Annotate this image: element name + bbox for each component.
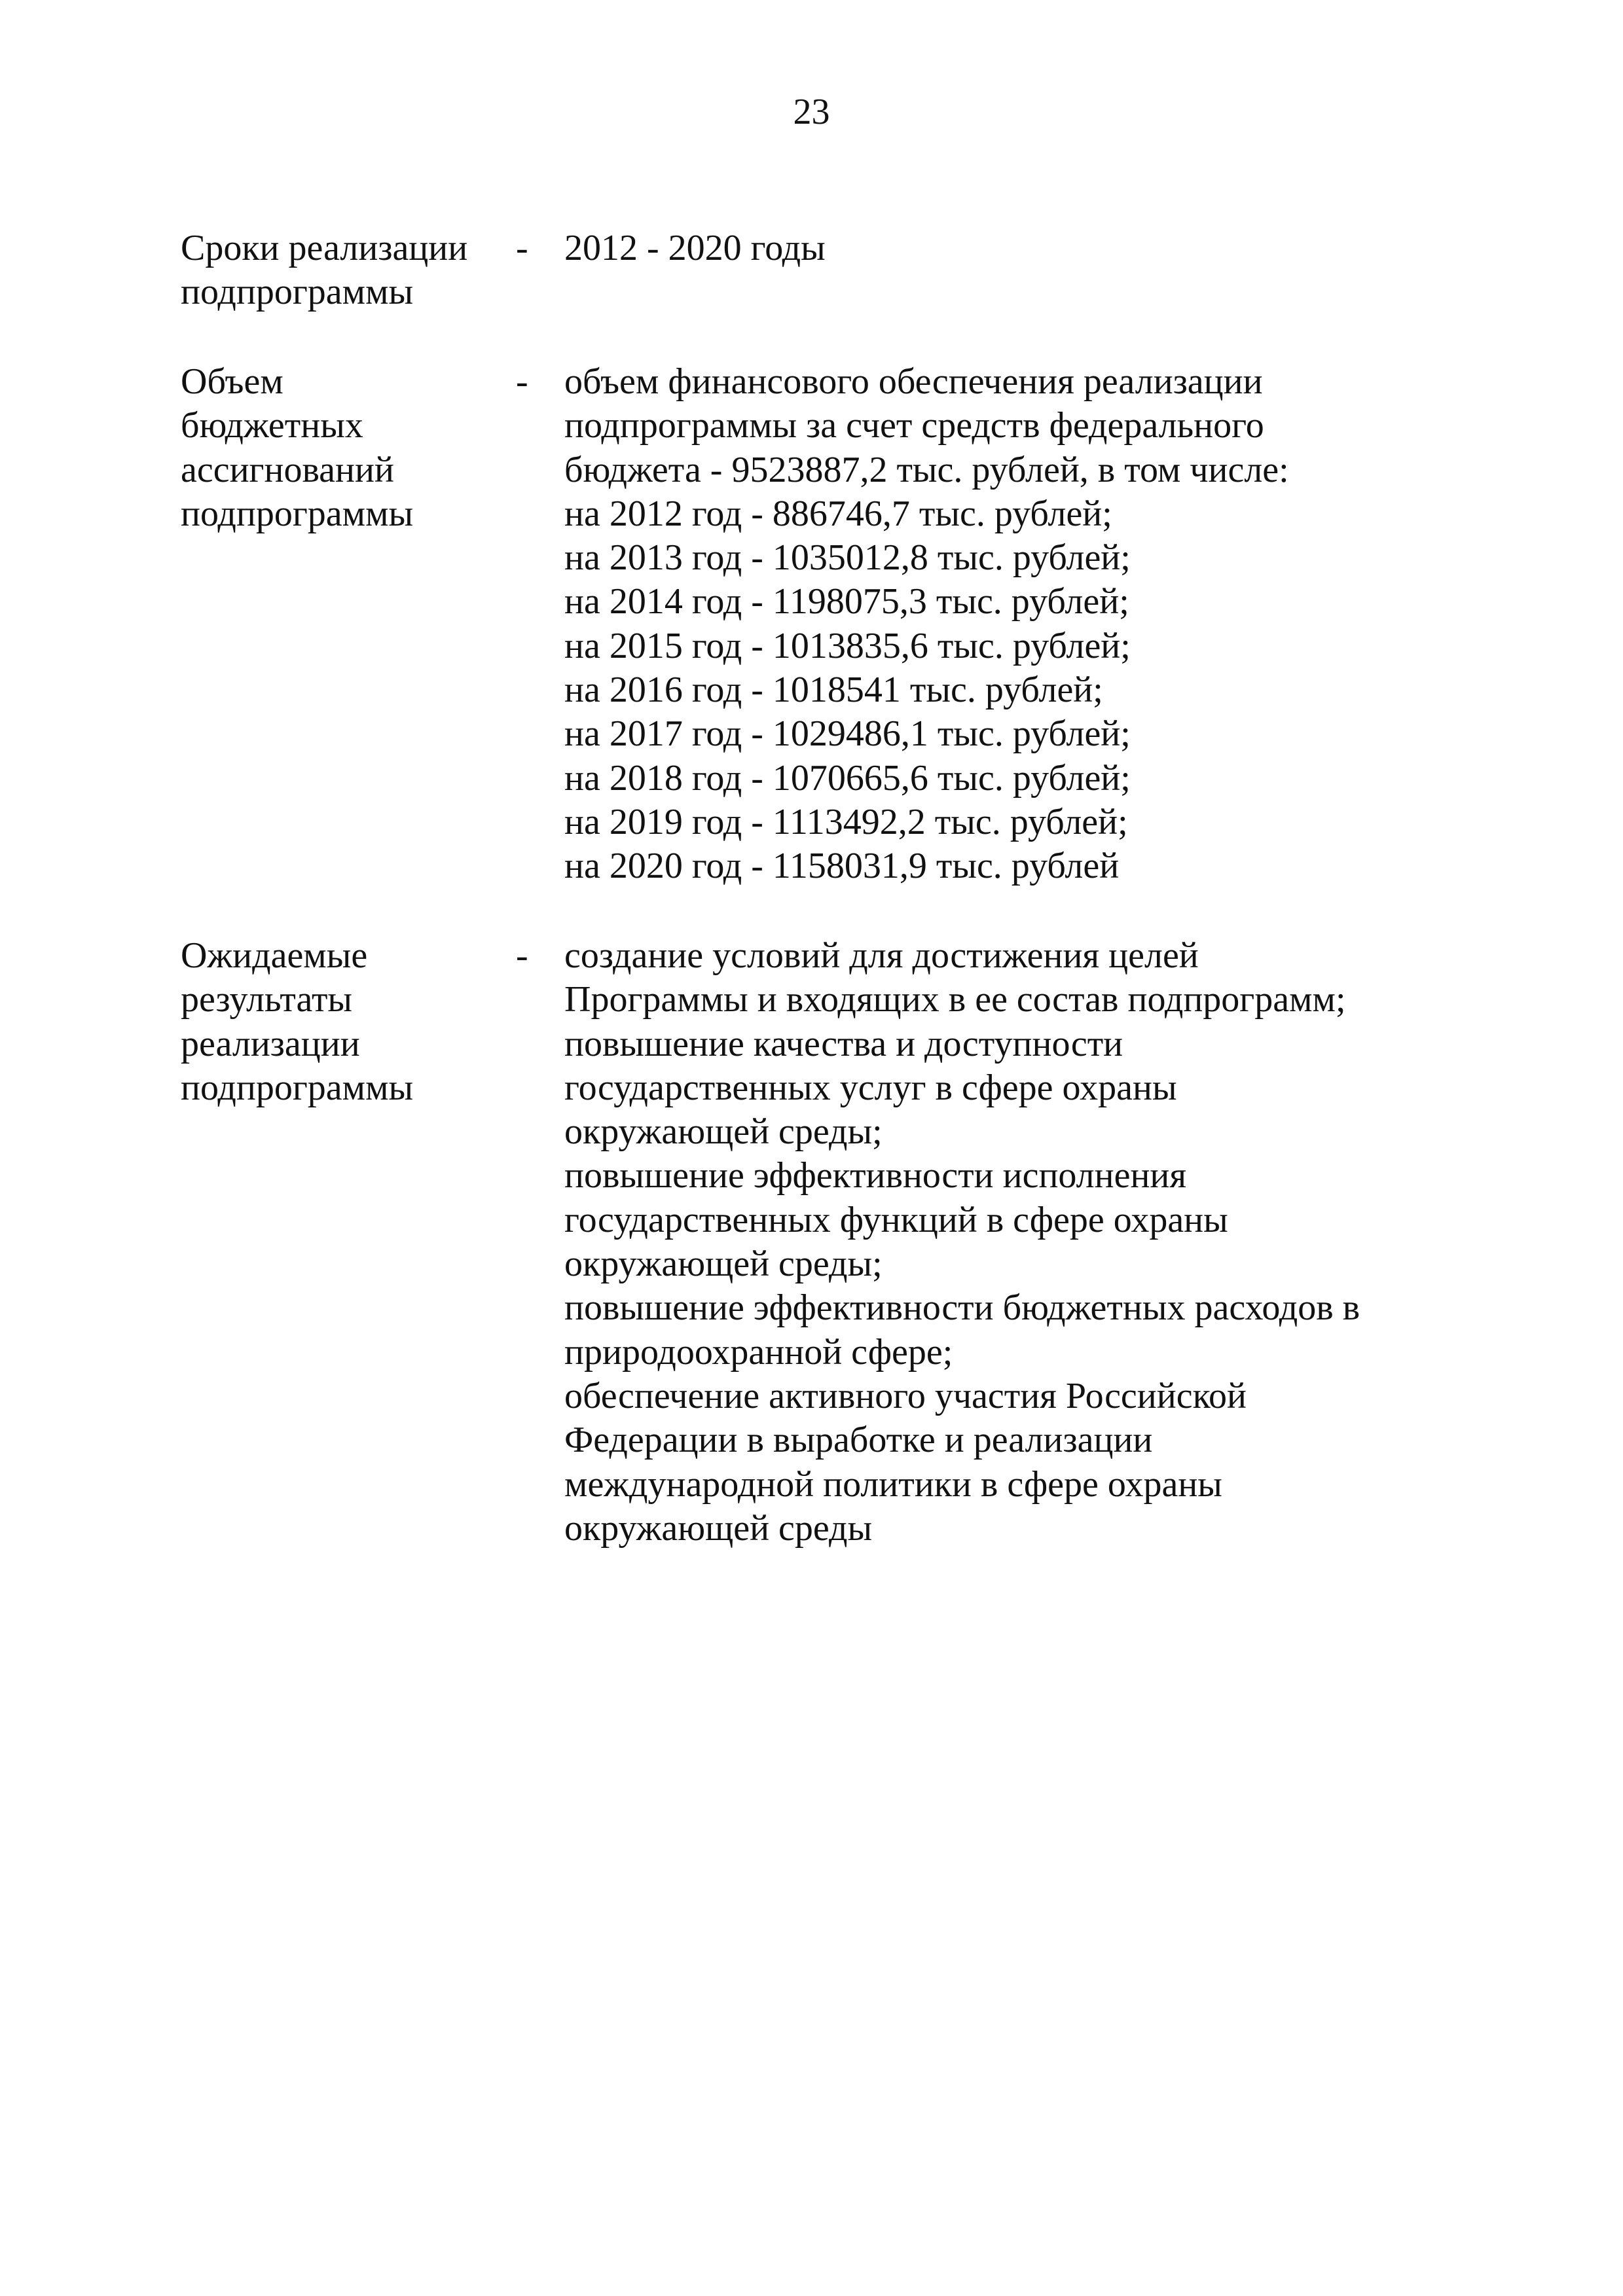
row-dash: - [516, 228, 528, 268]
passport-row-terms [181, 226, 1484, 318]
value-line: на 2014 год - 1198075,3 тыс. рублей; [564, 581, 1129, 622]
passport-row-results [181, 934, 1484, 1556]
row-value [564, 360, 1484, 889]
value-line: создание условий для достижения целей [564, 935, 1199, 976]
passport-row-budget [181, 360, 1484, 890]
value-line: государственных услуг в сфере охраны [564, 1067, 1177, 1108]
value-line: на 2018 год - 1070665,6 тыс. рублей; [564, 757, 1131, 798]
row-value [564, 934, 1484, 1551]
label-line: ассигнований [181, 449, 394, 490]
row-value [564, 226, 1484, 270]
value-line: подпрограммы за счет средств федерального [564, 405, 1264, 446]
value-line: объем финансового обеспечения реализации [564, 361, 1263, 402]
value-line: государственных функций в сфере охраны [564, 1199, 1228, 1240]
value-line: Программы и входящих в ее состав подпрограмм; [564, 979, 1346, 1020]
label-line: бюджетных [181, 405, 363, 446]
value-line: на 2016 год - 1018541 тыс. рублей; [564, 670, 1103, 711]
label-line: Сроки реализации [181, 228, 468, 268]
value-line: повышение эффективности исполнения [564, 1155, 1187, 1196]
value-line: на 2013 год - 1035012,8 тыс. рублей; [564, 537, 1131, 579]
label-line: подпрограммы [181, 493, 414, 534]
value-line: на 2015 год - 1013835,6 тыс. рублей; [564, 625, 1131, 666]
value-line: 2012 - 2020 годы [564, 228, 826, 268]
label-line: подпрограммы [181, 1067, 414, 1108]
value-line: повышение качества и доступности [564, 1023, 1123, 1064]
value-line: международной политики в сфере охраны [564, 1463, 1222, 1505]
label-line: Объем [181, 361, 283, 402]
label-line: реализации [181, 1023, 360, 1064]
row-dash: - [516, 935, 528, 976]
label-line: результаты [181, 979, 353, 1020]
row-label [181, 934, 521, 1110]
row-dash: - [516, 361, 528, 402]
value-line: на 2020 год - 1158031,9 тыс. рублей [564, 846, 1120, 887]
label-line: подпрограммы [181, 272, 414, 313]
value-line: обеспечение активного участия Российской [564, 1375, 1247, 1416]
page-number: 23 [793, 92, 830, 132]
value-line: повышение эффективности бюджетных расходов в [564, 1287, 1360, 1329]
label-line: Ожидаемые [181, 935, 368, 976]
value-line: на 2012 год - 886746,7 тыс. рублей; [564, 493, 1112, 534]
value-line: окружающей среды [564, 1507, 873, 1549]
value-line: Федерации в выработке и реализации [564, 1420, 1153, 1461]
value-line: бюджета - 9523887,2 тыс. рублей, в том числе: [564, 449, 1289, 490]
row-label [181, 226, 521, 315]
row-label [181, 360, 521, 536]
value-line: на 2017 год - 1029486,1 тыс. рублей; [564, 713, 1131, 755]
value-line: на 2019 год - 1113492,2 тыс. рублей; [564, 801, 1128, 842]
value-line: природоохранной сфере; [564, 1331, 953, 1372]
value-line: окружающей среды; [564, 1244, 883, 1285]
value-line: окружающей среды; [564, 1111, 883, 1153]
